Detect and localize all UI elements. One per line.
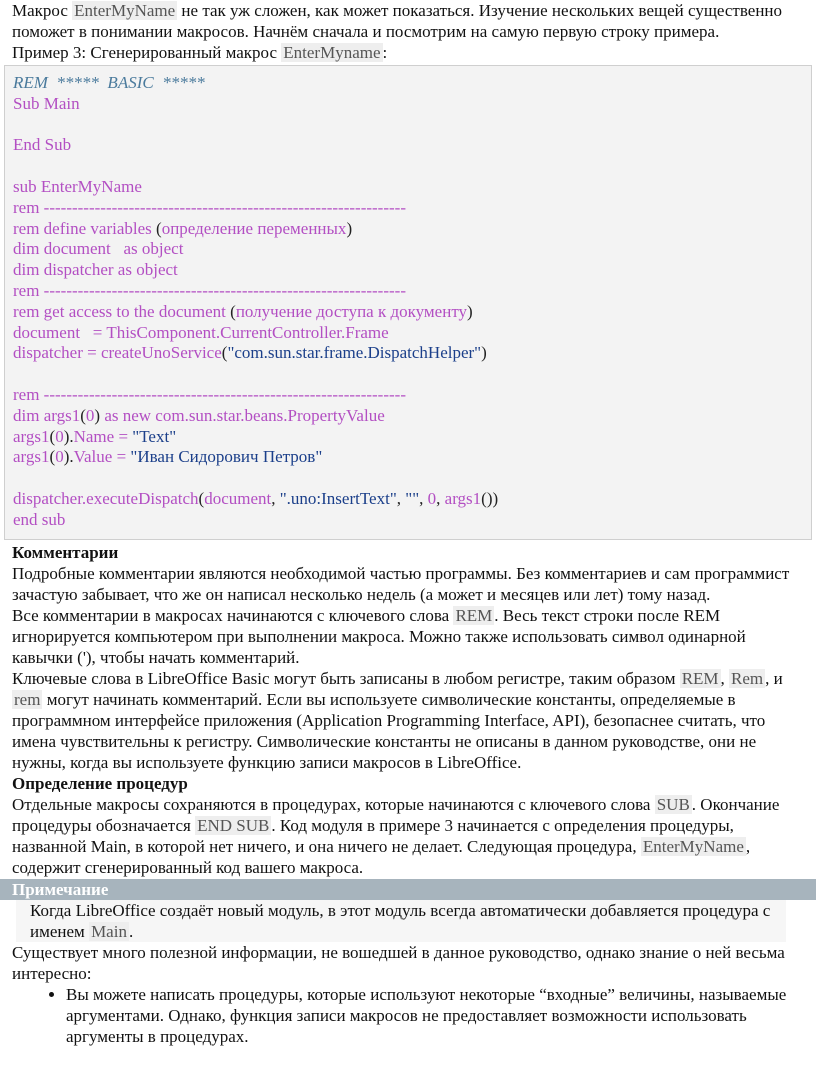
code-line [13,343,803,364]
inline-code-rem: REM [681,668,719,688]
code-string: "Иван Сидорович Петров" [130,447,323,467]
code-token: Name = [73,426,133,446]
note-text: Когда LibreOffice создаёт новый модуль, в этот модуль всегда автоматически добавляется процедура с именем [30,900,771,941]
code-token: , [436,488,445,508]
code-line: rem ---------------------------------------------------------------- [13,197,406,217]
caption-colon: : [382,43,388,62]
code-line-blank [13,364,803,385]
code-token: 0 [55,447,64,467]
inline-code-sub: SUB [656,794,690,814]
inline-code-caption-macro: EnterMyname [283,43,381,62]
inline-code-end-sub: END SUB [197,815,270,835]
code-token: ( [49,426,56,446]
section-heading-procedures: Определение процедур [12,773,188,793]
caption-text: Пример 3: Сгенерированный макрос [12,43,282,62]
code-token: , [396,488,406,508]
text: , и [765,668,783,688]
code-token: ) [481,343,487,363]
code-line [13,489,803,510]
code-line: dim dispatcher as object [13,260,178,280]
code-token: , [419,488,428,508]
code-token: ) [94,405,101,425]
text: . Весь текст строки после REM игнорируется компьютером при выполнении макроса. Можно также использовать символ одинарной кавычки ('), чтобы начать комментарий. [12,605,746,667]
code-token: ) [346,218,353,238]
code-line: Sub Main [13,93,80,113]
text: , содержит сгенерированный код вашего макроса. [12,836,751,877]
code-token: 0 [427,488,437,508]
code-token: ()) [481,488,499,508]
code-token: , [271,488,280,508]
code-token: ( [156,218,162,238]
code-token: dispatcher.executeDispatch [13,488,199,508]
text: Все комментарии в макросах начинаются с ключевого слова [12,605,454,625]
code-line [13,447,803,468]
code-line: end sub [13,509,66,529]
code-line: document = ThisComponent.CurrentController.Frame [13,322,389,342]
comments-paragraph-3 [0,668,816,773]
comments-paragraph-2 [0,605,816,668]
text: . Код модуля в примере 3 начинается с определения процедуры, названной Main, в которой нет ничего, и она ничего не делает. Следующая процедура, [12,815,734,856]
code-line: dim document as object [13,239,184,259]
code-token: rem define variables [13,218,157,238]
note-text: . [128,921,134,941]
code-token: ( [221,343,228,363]
code-token: rem get access to the document [13,301,231,321]
inline-code-rem: rem [14,689,41,709]
note-title-bar: Примечание [0,879,816,900]
code-token: document [204,488,272,508]
code-token: args1 [13,426,50,446]
bullet-list [0,984,816,1047]
code-token: as new com.sun.star.beans.PropertyValue [100,405,385,425]
code-token: dispatcher = createUnoService [13,343,222,363]
section-heading-comments: Комментарии [12,542,119,562]
code-line-blank [13,156,803,177]
intro-text-rest: не так уж сложен, как может показаться. Изучение нескольких вещей существенно поможет в понимании макросов. Начнём сначала и посмотрим на самую первую строку примера. [12,1,783,41]
code-line: rem ---------------------------------------------------------------- [13,384,406,404]
procedures-paragraph [0,794,816,878]
code-token: ) [467,301,473,321]
code-token: args1 [13,447,50,467]
code-token: dim args1 [13,405,81,425]
text: , [720,668,730,688]
code-token: ( [49,447,56,467]
inline-code-macro-name: EnterMyName [74,1,176,20]
code-string: "" [405,488,420,508]
text: могут начинать комментарий. Если вы используете символические константы, определяемые в программном интерфейсе приложения (Application Programming Interface, API), безопаснее считать, что имена чувствительны к регистру. Символические константы не описаны в данном руководстве, они не нужны, когда вы используете функцию записи макросов в LibreOffice. [12,689,766,772]
code-string: "Text" [132,426,177,446]
code-token: ( [198,488,205,508]
code-token: Value = [73,447,131,467]
code-line-blank [13,468,803,489]
code-line: End Sub [13,135,72,155]
code-token: получение доступа к документу [235,301,468,321]
code-line: sub EnterMyName [13,176,142,196]
code-line-blank [13,115,803,136]
code-token: ). [63,426,74,446]
code-line [13,219,803,240]
code-token: ). [63,447,74,467]
text: Отдельные макросы сохраняются в процедурах, которые начинаются с ключевого слова [12,794,655,814]
code-token: ( [230,301,236,321]
code-line [13,406,803,427]
code-token: args1 [444,488,482,508]
code-token: 0 [85,405,95,425]
code-line: REM ***** BASIC ***** [13,73,205,92]
inline-code-macro-name: EnterMyName [642,836,744,856]
code-line [13,302,803,323]
outro-paragraph: Существует много полезной информации, не вошедшей в данное руководство, однако знание о ней весьма интересно: [12,942,785,983]
code-string: "com.sun.star.frame.DispatchHelper" [227,343,482,363]
code-token: определение переменных [161,218,347,238]
code-line [13,427,803,448]
inline-code-rem: Rem [731,668,764,688]
inline-code-rem: REM [455,605,493,625]
comments-paragraph-1: Подробные комментарии являются необходимой частью программы. Без комментариев и сам программист зачастую забывает, что же он написал несколько недель (а может и месяцев или лет) тому назад. [12,563,790,604]
intro-text: Макрос [12,1,73,20]
code-string: ".uno:InsertText" [279,488,397,508]
inline-code-main: Main [91,921,127,941]
intro-paragraph [0,0,816,42]
note-body [16,900,786,942]
text: Ключевые слова в LibreOffice Basic могут быть записаны в любом регистре, таким образом [12,668,680,688]
text: . Окончание процедуры обозначается [12,794,780,835]
code-line: rem ---------------------------------------------------------------- [13,280,406,300]
example-caption [0,42,816,63]
list-item: • Вы можете написать процедуры, которые используют некоторые “входные” величины, называемые аргументами. Однако, функция записи макросов не предоставляет возможности использовать аргументы в процедурах. [66,984,816,1047]
code-token: 0 [55,426,64,446]
code-block [4,65,812,540]
code-token: ( [80,405,86,425]
